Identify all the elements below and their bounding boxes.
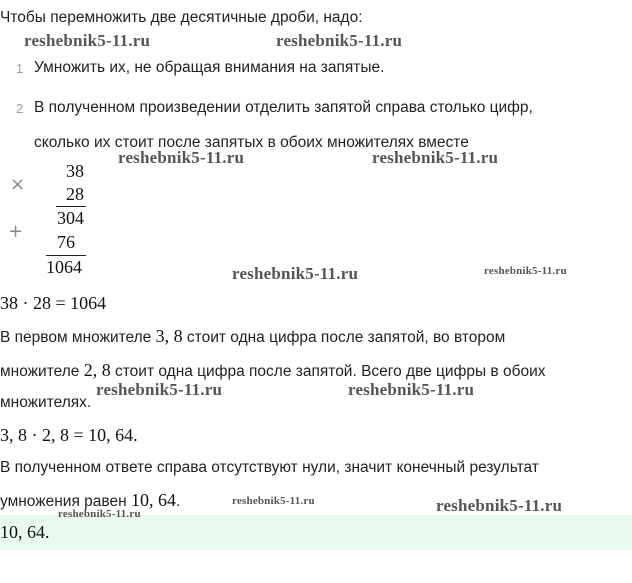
- result-value: 10, 64: [130, 490, 176, 510]
- watermark: reshebnik5-11.ru: [118, 148, 245, 167]
- factor-2: 28: [66, 184, 84, 204]
- watermark: reshebnik5-11.ru: [232, 264, 359, 283]
- watermark: reshebnik5-11.ru: [372, 148, 499, 167]
- factor-1-decimal: 3, 8: [155, 326, 183, 346]
- intro-text: Чтобы перемножить две десятичные дроби, надо:: [0, 9, 363, 26]
- watermark: reshebnik5-11.ru: [232, 495, 315, 507]
- partial-product-1: 304: [57, 208, 84, 228]
- partial-product-2: 76: [57, 232, 75, 252]
- watermark: reshebnik5-11.ru: [348, 380, 475, 399]
- explanation-line-3: множителях.: [0, 394, 92, 411]
- conclusion-line-2: умножения равен 10, 64.: [0, 490, 181, 510]
- step-2-number: 2: [16, 101, 24, 116]
- final-answer: 10, 64.: [0, 522, 50, 542]
- multiply-sign: ×: [10, 174, 26, 195]
- step-2-text-line1: В полученном произведении отделить запятой справа столько цифр,: [34, 99, 533, 116]
- step-2-text-line2: сколько их стоит после запятых в обоих множителях вместе: [34, 134, 469, 151]
- explanation-line-1: В первом множителе 3, 8 стоит одна цифра после запятой, во втором: [0, 326, 506, 346]
- conclusion-line-1: В полученном ответе справа отсутствуют нули, значит конечный результат: [0, 459, 539, 476]
- watermark: reshebnik5-11.ru: [58, 508, 141, 520]
- integer-equation: 38 · 28 = 1064: [0, 293, 107, 313]
- watermark: reshebnik5-11.ru: [24, 31, 151, 50]
- factor-1: 38: [66, 161, 84, 181]
- watermark: reshebnik5-11.ru: [96, 380, 223, 399]
- watermark: reshebnik5-11.ru: [276, 31, 403, 50]
- step-1-number: 1: [16, 61, 24, 76]
- step-1-text: Умножить их, не обращая внимания на запятые.: [34, 59, 385, 76]
- product-result: 1064: [46, 257, 82, 277]
- watermark: reshebnik5-11.ru: [484, 265, 567, 277]
- explanation-line-2: множителе 2, 8 стоит одна цифра после запятой. Всего две цифры в обоих: [0, 360, 546, 380]
- watermark: reshebnik5-11.ru: [436, 496, 563, 515]
- plus-sign: +: [8, 221, 24, 242]
- answer-band: [0, 515, 632, 550]
- decimal-equation: 3, 8 · 2, 8 = 10, 64.: [0, 425, 138, 445]
- factor-2-decimal: 2, 8: [83, 360, 111, 380]
